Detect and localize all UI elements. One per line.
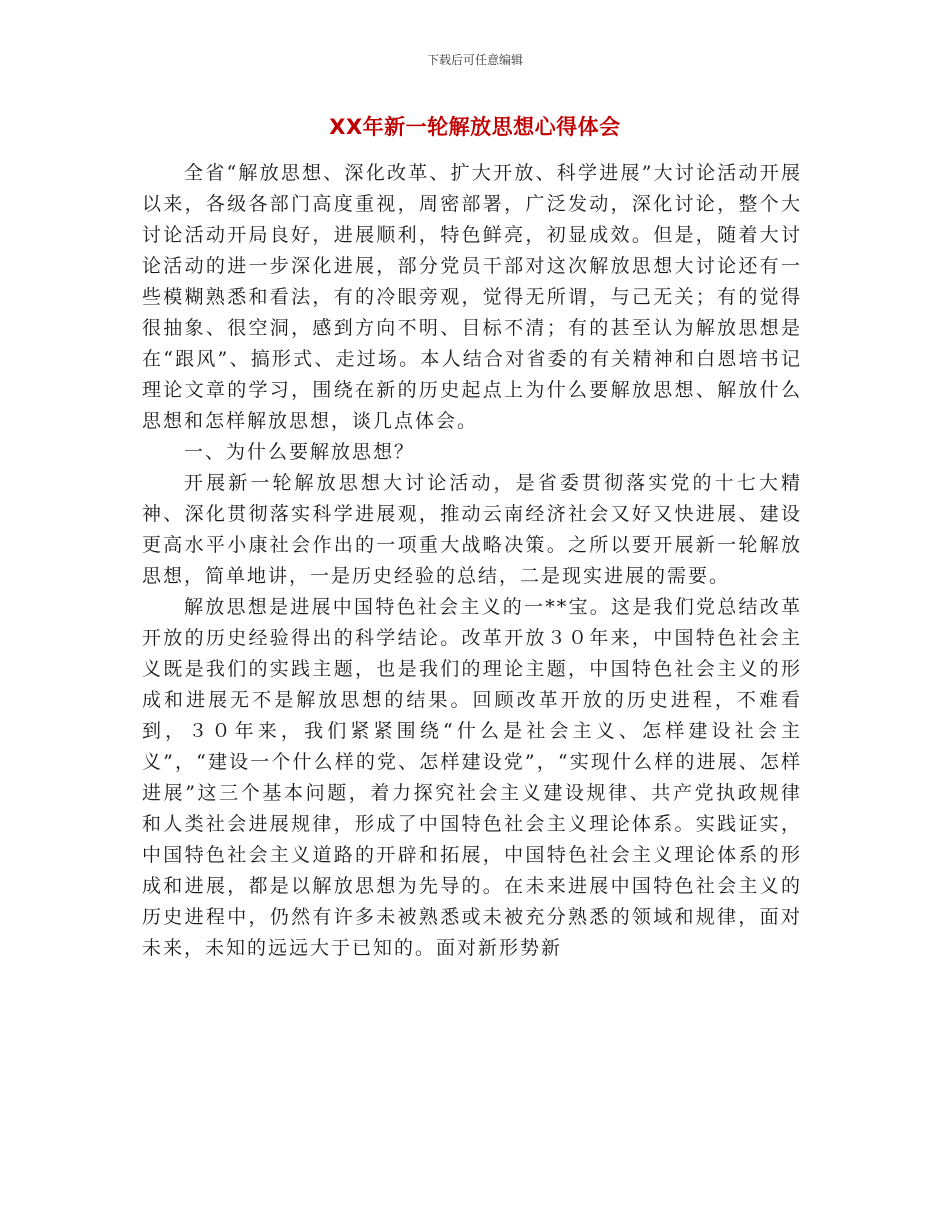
paragraph-history: 解放思想是进展中国特色社会主义的一**宝。这是我们党总结改革开放的历史经验得出的科学结论。改革开放３０年来，中国特色社会主义既是我们的实践主题，也是我们的理论主题，中国特色社会主义的形成和进展无不是解放思想的结果。回顾改革开放的历史进程，不难看到，３０年来，我们紧紧围绕“什么是社会主义、怎样建设社会主义”，“建设一个什么样的党、怎样建设党”，“实现什么样的进展、怎样进展”这三个基本问题，着力探究社会主义建设规律、共产党执政规律和人类社会进展规律，形成了中国特色社会主义理论体系。实践证实，中国特色社会主义道路的开辟和拓展，中国特色社会主义理论体系的形成和进展，都是以解放思想为先导的。在未来进展中国特色社会主义的历史进程中，仍然有许多未被熟悉或未被充分熟悉的领域和规律，面对未来，未知的远远大于已知的。面对新形势新	[142, 596, 802, 959]
paragraph-intro: 全省“解放思想、深化改革、扩大开放、科学进展”大讨论活动开展以来，各级各部门高度重视，周密部署，广泛发动，深化讨论，整个大讨论活动开局良好，进展顺利，特色鲜亮，初显成效。但是，随着大讨论活动的进一步深化进展，部分党员干部对这次解放思想大讨论还有一些模糊熟悉和看法，有的冷眼旁观，觉得无所谓，与己无关；有的觉得很抽象、很空洞，感到方向不明、目标不清；有的甚至认为解放思想是在“跟风”、搞形式、走过场。本人结合对省委的有关精神和白恩培书记理论文章的学习，围绕在新的历史起点上为什么要解放思想、解放什么思想和怎样解放思想，谈几点体会。	[142, 162, 802, 432]
section-heading-why: 一、为什么要解放思想？	[184, 441, 416, 463]
paragraph-background: 开展新一轮解放思想大讨论活动，是省委贯彻落实党的十七大精神、深化贯彻落实科学进展观，推动云南经济社会又好又快进展、建设更高水平小康社会作出的一项重大战略决策。之所以要开展新一轮解放思想，简单地讲，一是历史经验的总结，二是现实进展的需要。	[142, 472, 802, 587]
page-header-note: 下载后可任意编辑	[426, 53, 523, 67]
document-body	[142, 158, 802, 964]
document-title: XX年新一轮解放思想心得体会	[329, 115, 621, 139]
